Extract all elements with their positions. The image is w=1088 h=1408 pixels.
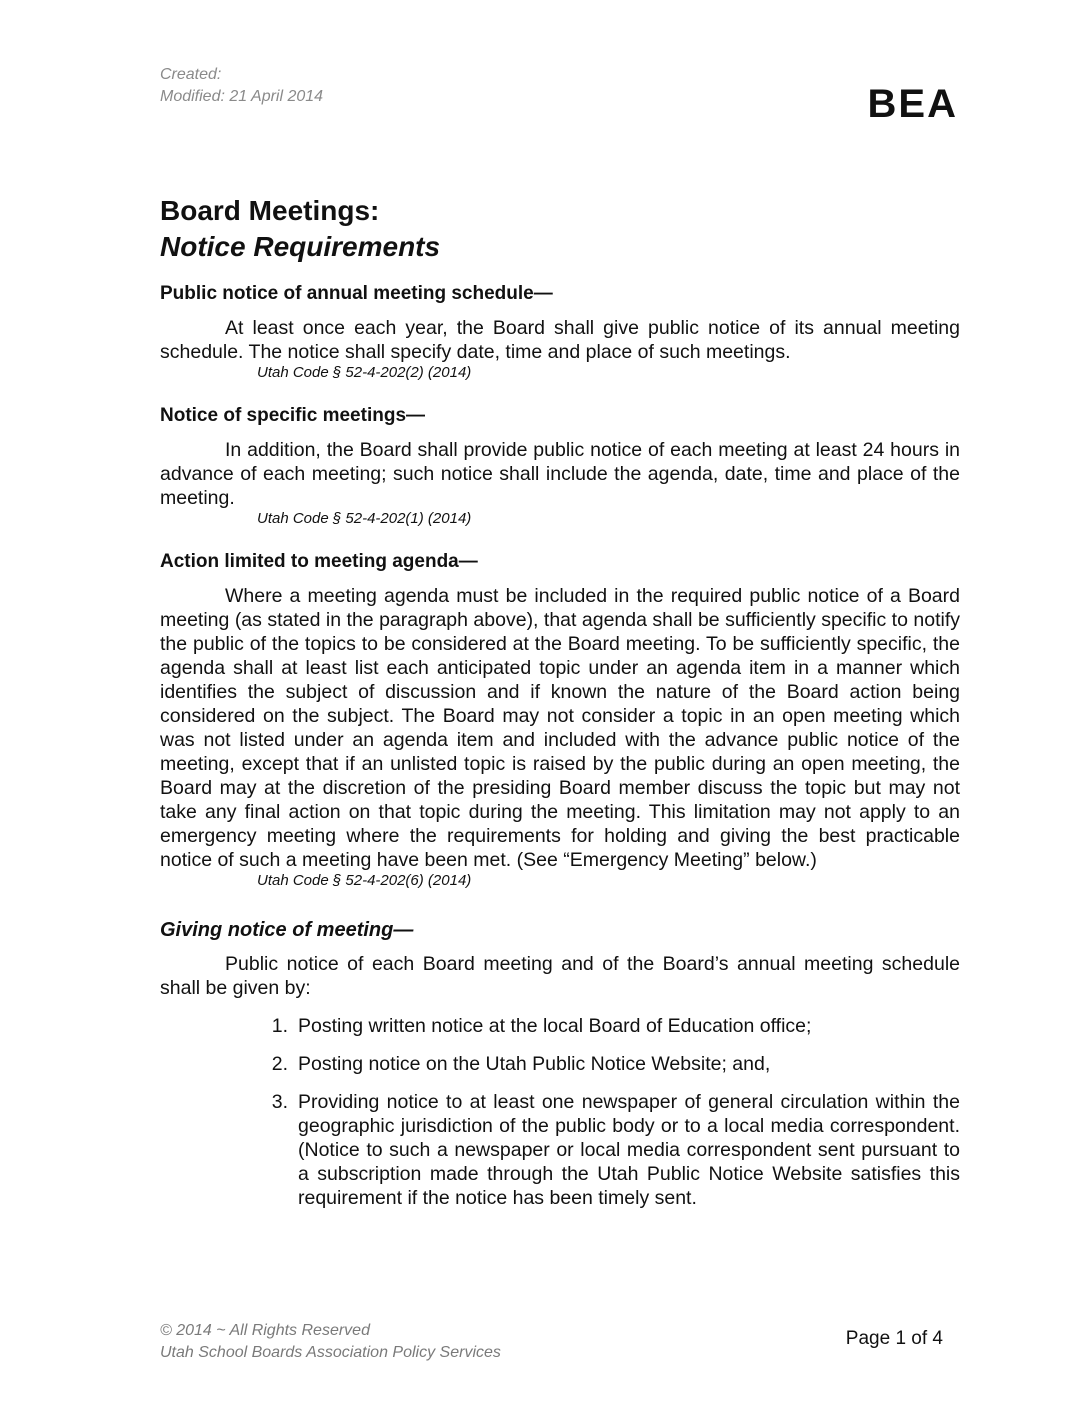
list-number: 2.	[271, 1053, 288, 1075]
page-title	[160, 193, 440, 265]
page-footer	[160, 1320, 501, 1364]
page-number: Page 1 of 4	[845, 1328, 943, 1349]
section-paragraph: Where a meeting agenda must be included in the required public notice of a Board meeting (as stated in the paragraph above), that agenda shall be sufficiently specific to notify the public of the topics to be considered at the Board meeting. To be sufficiently specific, the agenda shall at least list each anticipated topic under an agenda item in a manner which identifies the subject of discussion and if known the nature of the Board action being considered on the subject. The Board may not consider a topic in an open meeting which was not listed under an agenda item and included with the advance public notice of the meeting, except that if an unlisted topic is raised by the public during an open meeting, the Board may at the discretion of the presiding Board member discuss the topic but may not take any final action on that topic during the meeting. This limitation may not apply to an emergency meeting where the requirements for holding and giving the best practicable notice of such a meeting have been met. (See “Emergency Meeting” below.)	[160, 585, 960, 871]
copyright-notice: © 2014 ~ All Rights Reserved	[160, 1322, 370, 1339]
section-heading: Notice of specific meetings—	[160, 405, 426, 426]
legal-citation: Utah Code § 52-4-202(1) (2014)	[257, 510, 472, 527]
section-paragraph: At least once each year, the Board shall give public notice of its annual meeting schedule. The notice shall specify date, time and place of such meetings.	[160, 317, 960, 363]
list-item	[160, 1090, 960, 1210]
policy-code: BEA	[867, 82, 958, 126]
section-action-limited	[160, 550, 960, 890]
legal-citation: Utah Code § 52-4-202(6) (2014)	[257, 872, 472, 889]
legal-citation: Utah Code § 52-4-202(2) (2014)	[257, 364, 472, 381]
list-text: Posting notice on the Utah Public Notice Website; and,	[298, 1053, 771, 1075]
title-sub: Notice Requirements	[160, 231, 441, 262]
section-heading: Action limited to meeting agenda—	[160, 551, 478, 572]
document-meta	[160, 64, 323, 108]
publisher-name: Utah School Boards Association Policy Services	[160, 1344, 501, 1361]
section-paragraph: In addition, the Board shall provide public notice of each meeting at least 24 hours in advance of each meeting; such notice shall include the agenda, date, time and place of the meeting.	[160, 439, 960, 509]
section-paragraph: Public notice of each Board meeting and of the Board’s annual meeting schedule shall be given by:	[160, 953, 960, 999]
section-specific-meetings	[160, 404, 960, 528]
created-label: Created:	[160, 66, 222, 83]
list-number: 3.	[271, 1091, 288, 1113]
list-number: 1.	[271, 1015, 288, 1037]
section-heading: Public notice of annual meeting schedule—	[160, 283, 553, 304]
list-text: Providing notice to at least one newspaper of general circulation within the geographic jurisdiction of the public body or to a local media correspondent. (Notice to such a newspaper or local media correspondent sent pursuant to a subscription made through the Utah Public Notice Website satisfies this requirement if the notice has been timely sent.	[298, 1091, 960, 1209]
title-main: Board Meetings:	[160, 195, 380, 226]
list-item	[160, 1014, 960, 1038]
section-giving-notice	[160, 918, 960, 1210]
section-annual-schedule	[160, 282, 960, 382]
section-heading: Giving notice of meeting—	[160, 919, 414, 941]
document-body	[160, 282, 960, 1224]
list-text: Posting written notice at the local Board of Education office;	[298, 1015, 812, 1037]
notice-method-list	[160, 1014, 960, 1210]
list-item	[160, 1052, 960, 1076]
modified-date: Modified: 21 April 2014	[160, 88, 324, 105]
